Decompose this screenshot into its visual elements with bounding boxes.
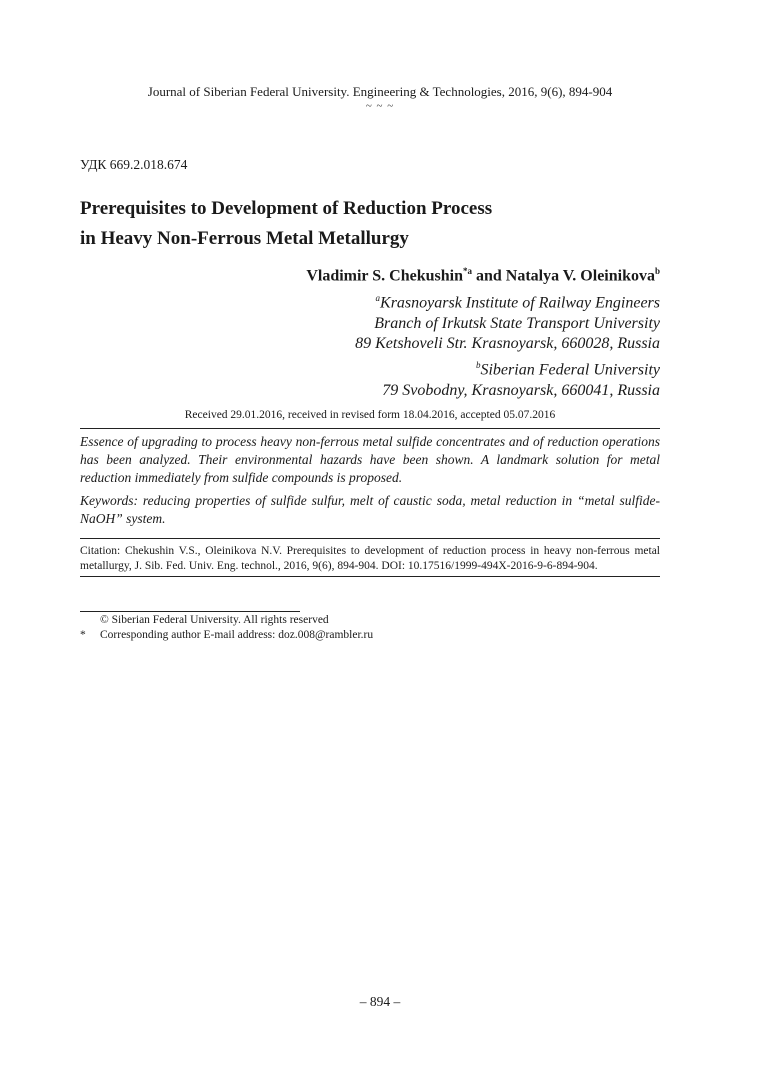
title-line-2: in Heavy Non-Ferrous Metal Metallurgy xyxy=(80,228,409,249)
received-dates: Received 29.01.2016, received in revised form 18.04.2016, accepted 05.07.2016 xyxy=(184,409,556,421)
footnote-corresponding: * Corresponding author E-mail address: doz.008@rambler.ru xyxy=(80,629,374,641)
citation: Citation: Chekushin V.S., Oleinikova N.V. Prerequisites to development of reduction process in heavy non-ferrous metal metallurgy, J. Sib. Fed. Univ. Eng. technol., 2016, 9(6), 894-904. DOI: 10.17516/1999-494X-2016-9-6-894-904. xyxy=(80,545,660,572)
affiliation-a-line-2: Branch of Irkutsk State Transport University xyxy=(374,314,660,332)
author-conjunction: and xyxy=(471,267,506,285)
affiliation-a-line-1: $^a$Krasnoyarsk Institute of Railway Engineers xyxy=(375,293,660,312)
footnote-star: * xyxy=(80,629,86,641)
affiliation-b-line-2: 79 Svobodny, Krasnoyarsk, 660041, Russia xyxy=(382,381,660,399)
affiliation-a-mark: a xyxy=(375,293,381,303)
keywords: Keywords: reducing properties of sulfide sulfur, melt of caustic soda, metal reduction in “metal sulfide-NaOH” system. xyxy=(80,493,660,526)
author-2-name: Natalya V. Oleinikova xyxy=(505,267,655,285)
paper-title xyxy=(80,194,680,254)
title-line-1: Prerequisites to Development of Reduction Process xyxy=(80,198,493,219)
rule-below-citation xyxy=(80,576,660,577)
author-1-mark: *a xyxy=(462,266,472,276)
header-separator: ~ ~ ~ xyxy=(365,100,395,112)
author-list xyxy=(306,266,660,285)
page-number: – 894 – xyxy=(359,994,401,1009)
udc-code: УДК 669.2.018.674 xyxy=(80,157,188,172)
footnote-rule xyxy=(80,611,300,612)
author-1-name: Vladimir S. Chekushin xyxy=(306,267,463,285)
author-2-mark: b xyxy=(654,266,660,276)
rule-above-abstract xyxy=(80,428,660,429)
affiliation-b-line-1: $^b$Siberian Federal University xyxy=(475,359,660,379)
footnote-copyright: © Siberian Federal University. All rights reserved xyxy=(100,614,329,626)
affiliation-b-mark: b xyxy=(475,359,481,370)
affiliations xyxy=(355,288,660,401)
journal-header: Journal of Siberian Federal University. Engineering & Technologies, 2016, 9(6), 894-904 xyxy=(147,84,613,99)
rule-above-citation xyxy=(80,538,660,539)
affiliation-a-line-3: 89 Ketshoveli Str. Krasnoyarsk, 660028, Russia xyxy=(355,335,660,353)
abstract: Essence of upgrading to process heavy non-ferrous metal sulfide concentrates and of reduction operations has been analyzed. Their environmental hazards have been shown. A landmark solution for metal reduction immediately from sulfide compounds is proposed. xyxy=(80,434,660,485)
